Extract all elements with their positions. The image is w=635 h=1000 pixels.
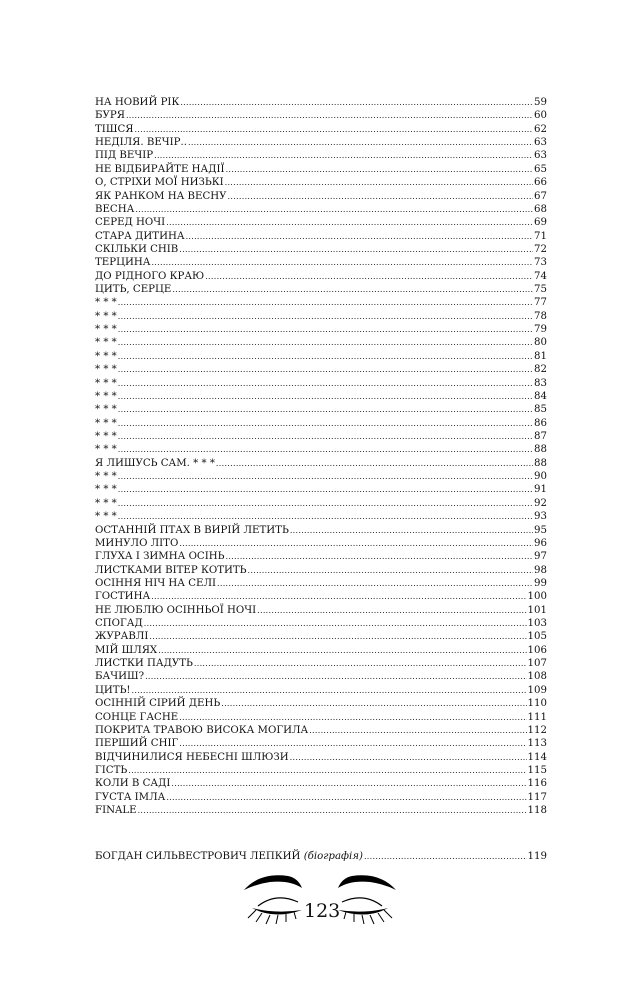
leader-dots (217, 577, 533, 590)
leader-dots (179, 537, 533, 550)
toc-entry-title: СКІЛЬКИ СНІВ (95, 243, 179, 255)
toc-entry-title: СЕРЕД НОЧІ (95, 217, 166, 229)
toc-entry-title: ЦИТЬ! (95, 684, 131, 696)
toc-entry[interactable] (95, 697, 547, 710)
leader-dots (151, 256, 533, 269)
toc-entry[interactable] (95, 711, 547, 724)
leader-dots (118, 430, 533, 443)
toc-entry-page: 59 (534, 97, 547, 108)
toc-entry-page: 69 (534, 217, 547, 229)
toc-entry[interactable] (95, 270, 547, 283)
toc-entry-page: 86 (534, 417, 547, 429)
toc-entry[interactable] (95, 283, 547, 296)
toc-entry-title: ГЛУХА І ЗИМНА ОСІНЬ (95, 551, 225, 563)
toc-entry-title: ОСІННІЙ СІРИЙ ДЕНЬ (95, 698, 221, 710)
toc-entry[interactable] (95, 403, 547, 416)
toc-entry[interactable] (95, 296, 547, 309)
leader-dots (118, 483, 533, 496)
leader-dots (154, 149, 533, 162)
toc-entry-title: * * * (95, 350, 117, 362)
leader-dots (205, 270, 533, 283)
toc-entry-title: НЕ ВІДБИРАЙТЕ НАДІЇ (95, 163, 225, 175)
toc-entry-title: ЖУРАВЛІ (95, 631, 149, 643)
leader-dots (158, 644, 526, 657)
toc-entry-page: 117 (527, 791, 547, 803)
toc-entry[interactable] (95, 764, 547, 777)
toc-entry[interactable] (95, 751, 547, 764)
leader-dots (188, 136, 533, 149)
leader-dots (179, 711, 526, 724)
toc-entry-page: 81 (534, 350, 547, 362)
toc-entry[interactable] (95, 510, 547, 523)
leader-dots (118, 323, 533, 336)
toc-entry-title: * * * (95, 297, 117, 309)
toc-entry-page: 92 (534, 497, 547, 509)
leader-dots (118, 296, 533, 309)
leader-dots (225, 176, 533, 189)
leader-dots (118, 417, 533, 430)
toc-entry[interactable] (95, 443, 547, 456)
toc-entry[interactable] (95, 176, 547, 189)
toc-entry[interactable] (95, 363, 547, 376)
toc-entry[interactable] (95, 497, 547, 510)
toc-entry[interactable] (95, 791, 547, 804)
toc-entry-title: ГУСТА ІМЛА (95, 791, 166, 803)
leader-dots (128, 764, 526, 777)
toc-entry-title: ЛИСТКАМИ ВІТЕР КОТИТЬ (95, 564, 247, 576)
toc-entry-title: БУРЯ (95, 110, 125, 122)
toc-entry[interactable] (95, 550, 547, 563)
toc-entry-page: 83 (534, 377, 547, 389)
leader-dots (118, 363, 533, 376)
toc-entry-page: 78 (534, 310, 547, 322)
toc-entry-title: * * * (95, 511, 117, 523)
leader-dots (118, 470, 533, 483)
toc-entry[interactable] (95, 524, 547, 537)
toc-entry[interactable] (95, 430, 547, 443)
toc-entry-page: 74 (534, 270, 547, 282)
toc-entry-page: 116 (527, 778, 547, 790)
toc-entry[interactable] (95, 123, 547, 136)
leader-dots (166, 791, 526, 804)
toc-entry-title: ВІДЧИНИЛИСЯ НЕБЕСНІ ШЛЮЗИ (95, 751, 289, 763)
leader-dots (216, 457, 533, 470)
toc-entry[interactable] (95, 310, 547, 323)
leader-dots (172, 283, 533, 296)
toc-entry[interactable] (95, 657, 547, 670)
toc-entry-title: НЕ ЛЮБЛЮ ОСІННЬОЇ НОЧІ (95, 604, 257, 616)
toc-entry-page: 90 (534, 471, 547, 483)
toc-entry-title: ВЕСНА (95, 203, 135, 215)
leader-dots (118, 310, 533, 323)
toc-entry[interactable] (95, 163, 547, 176)
toc-entry-title: * * * (95, 417, 117, 429)
leader-dots (309, 724, 526, 737)
toc-entry-title: * * * (95, 324, 117, 336)
leader-dots (226, 550, 534, 563)
toc-entry-title: МИНУЛО ЛІТО (95, 537, 179, 549)
toc-entry[interactable] (95, 230, 547, 243)
leader-dots (132, 684, 527, 697)
toc-entry-page: 88 (534, 457, 547, 469)
leader-dots (179, 243, 533, 256)
toc-entry[interactable] (95, 537, 547, 550)
toc-entry[interactable] (95, 604, 547, 617)
toc-entry-page: 72 (534, 243, 547, 255)
toc-entry-title: ПОКРИТА ТРАВОЮ ВИСОКА МОГИЛА (95, 724, 309, 736)
toc-entry[interactable] (95, 777, 547, 790)
toc-entry[interactable] (95, 737, 547, 750)
toc-entry[interactable] (95, 190, 547, 203)
leader-dots (118, 443, 533, 456)
bio-note: (біографія) (303, 851, 363, 862)
toc-entry-title: * * * (95, 404, 117, 416)
leader-dots (290, 524, 533, 537)
toc-entry-page: 75 (534, 284, 547, 296)
toc-entry-title: * * * (95, 337, 117, 349)
toc-entry-page: 106 (527, 644, 547, 656)
toc-entry-title: * * * (95, 497, 117, 509)
toc-entry-page: 110 (527, 698, 547, 710)
toc-entry-page: 115 (527, 764, 547, 776)
toc-entry-page: 108 (527, 671, 547, 683)
toc-entry-page: 105 (527, 631, 547, 643)
toc-entry-page: 71 (534, 230, 547, 242)
toc-entry-page: 62 (534, 123, 547, 135)
toc-entry-title: СОНЦЕ ГАСНЕ (95, 711, 179, 723)
toc-entry[interactable] (95, 804, 547, 817)
leader-dots (144, 617, 527, 630)
leader-dots (135, 203, 533, 216)
page-number: 123 (304, 900, 341, 922)
toc-entry[interactable] (95, 336, 547, 349)
toc-entry-title: ГІСТЬ (95, 764, 128, 776)
toc-entry-page: 107 (527, 658, 547, 670)
leader-dots (194, 657, 527, 670)
toc-entry-title: ДО РІДНОГО КРАЮ (95, 270, 205, 282)
toc-entry[interactable] (95, 350, 547, 363)
toc-entry-title (95, 850, 363, 863)
toc-entry-title: ОСТАННІЙ ПТАХ В ВИРІЙ ЛЕТИТЬ (95, 524, 289, 536)
toc-entry-title: * * * (95, 430, 117, 442)
toc-entry[interactable] (95, 684, 547, 697)
leader-dots (118, 390, 533, 403)
bio-title: БОГДАН СИЛЬВЕСТРОВИЧ ЛЕПКИЙ (95, 851, 301, 862)
toc-entry-page: 119 (527, 851, 547, 862)
toc-entry[interactable] (95, 323, 547, 336)
toc-entry[interactable] (95, 377, 547, 390)
toc-entry-title: ПЕРШИЙ СНІГ (95, 738, 179, 750)
toc-entry-page: 85 (534, 404, 547, 416)
toc-entry-page: 77 (534, 297, 547, 309)
toc-entry-page: 95 (534, 524, 547, 536)
toc-entry[interactable] (95, 470, 547, 483)
toc-entry-title: ОСІННЯ НІЧ НА СЕЛІ (95, 577, 217, 589)
toc-entry-title: Я ЛИШУСЬ САМ. * * * (95, 457, 215, 469)
toc-entry-page: 80 (534, 337, 547, 349)
toc-entry-page: 93 (534, 511, 547, 523)
toc-entry[interactable] (95, 724, 547, 737)
leader-dots (134, 123, 533, 136)
toc-entry-page: 100 (527, 591, 547, 603)
toc-entry-title: ЛИСТКИ ПАДУТЬ (95, 658, 193, 670)
toc-entry-title: КОЛИ В САДІ (95, 778, 171, 790)
toc-entry-page: 96 (534, 537, 547, 549)
toc-entry[interactable] (95, 670, 547, 683)
leader-dots (118, 510, 533, 523)
leader-dots (118, 350, 533, 363)
toc-entry-page: 63 (534, 150, 547, 162)
toc-entry-title: НЕДІЛЯ. ВЕЧІР.. (95, 137, 187, 149)
toc-entry-title: О, СТРІХИ МОЇ НИЗЬКІ (95, 177, 224, 189)
toc-entry-title: МІЙ ШЛЯХ (95, 644, 158, 656)
toc-entry-page: 73 (534, 257, 547, 269)
leader-dots (149, 630, 526, 643)
toc-entry-title: FINALE (95, 805, 137, 817)
toc-entry-page: 91 (534, 484, 547, 496)
toc-entry-page: 87 (534, 430, 547, 442)
toc-entry[interactable] (95, 390, 547, 403)
toc-entry[interactable] (95, 109, 547, 122)
toc-entry[interactable] (95, 483, 547, 496)
leader-dots (226, 163, 533, 176)
toc-entry-title: ПІД ВЕЧІР (95, 150, 154, 162)
toc-entry-page: 112 (527, 724, 547, 736)
toc-entry-page: 88 (534, 444, 547, 456)
leader-dots (151, 590, 526, 603)
toc-entry-page: 109 (527, 684, 547, 696)
toc-entry-title: ЯК РАНКОМ НА ВЕСНУ (95, 190, 227, 202)
leader-dots (126, 109, 533, 122)
leader-dots (138, 804, 527, 817)
toc-entry-title: НА НОВИЙ РІК (95, 97, 180, 108)
leader-dots (118, 377, 533, 390)
leader-dots (171, 777, 526, 790)
toc-entry-title: * * * (95, 310, 117, 322)
toc-entry[interactable] (95, 96, 547, 109)
toc-entry[interactable] (95, 457, 547, 470)
toc-entry-page: 84 (534, 390, 547, 402)
leader-dots (118, 336, 533, 349)
toc-entry-page: 63 (534, 137, 547, 149)
leader-dots (364, 850, 527, 863)
toc-entry[interactable] (95, 590, 547, 603)
toc-entry-title: * * * (95, 444, 117, 456)
leader-dots (228, 190, 534, 203)
toc-entry-page: 65 (534, 163, 547, 175)
toc-entry-page: 67 (534, 190, 547, 202)
leader-dots (257, 604, 526, 617)
toc-entry-title: ЦИТЬ, СЕРЦЕ (95, 284, 172, 296)
toc-entry-page: 68 (534, 203, 547, 215)
toc-entry[interactable] (95, 630, 547, 643)
toc-entry-title: ТЕРЦИНА (95, 257, 151, 269)
toc-entry-page: 103 (527, 618, 547, 630)
toc-entry-page: 114 (527, 751, 547, 763)
toc-entry[interactable] (95, 243, 547, 256)
toc-entry[interactable] (95, 564, 547, 577)
leader-dots (180, 96, 533, 109)
toc-entry-page: 60 (534, 110, 547, 122)
leader-dots (118, 403, 533, 416)
toc-entry[interactable] (95, 256, 547, 269)
toc-entry[interactable] (95, 577, 547, 590)
toc-entry[interactable] (95, 136, 547, 149)
toc-entry-title: * * * (95, 471, 117, 483)
leader-dots (166, 216, 533, 229)
toc-entry-title: БАЧИШ? (95, 671, 145, 683)
toc-entry[interactable] (95, 617, 547, 630)
leader-dots (179, 737, 526, 750)
toc-entry-page: 97 (534, 551, 547, 563)
toc-entry-biography[interactable] (95, 850, 547, 863)
toc-entry[interactable] (95, 203, 547, 216)
leader-dots (186, 230, 533, 243)
toc-entry-title: * * * (95, 484, 117, 496)
leader-dots (118, 497, 533, 510)
toc-entry-title: ТІШСЯ (95, 123, 134, 135)
table-of-contents (95, 96, 547, 817)
leader-dots (290, 751, 527, 764)
toc-entry[interactable] (95, 644, 547, 657)
toc-entry-title: * * * (95, 377, 117, 389)
toc-entry[interactable] (95, 149, 547, 162)
toc-entry-page: 118 (527, 805, 547, 817)
toc-entry-page: 66 (534, 177, 547, 189)
toc-entry[interactable] (95, 216, 547, 229)
toc-entry-page: 99 (534, 577, 547, 589)
leader-dots (221, 697, 526, 710)
toc-entry-page: 98 (534, 564, 547, 576)
toc-entry-title: ГОСТИНА (95, 591, 151, 603)
leader-dots (145, 670, 526, 683)
toc-entry-title: * * * (95, 390, 117, 402)
toc-entry-page: 111 (527, 711, 547, 723)
toc-entry-page: 101 (527, 604, 547, 616)
toc-entry-title: * * * (95, 364, 117, 376)
toc-entry[interactable] (95, 417, 547, 430)
toc-entry-page: 79 (534, 324, 547, 336)
toc-entry-title: СПОГАД (95, 618, 143, 630)
toc-entry-title: СТАРА ДИТИНА (95, 230, 185, 242)
toc-entry-page: 113 (527, 738, 547, 750)
leader-dots (248, 564, 533, 577)
toc-entry-page: 82 (534, 364, 547, 376)
